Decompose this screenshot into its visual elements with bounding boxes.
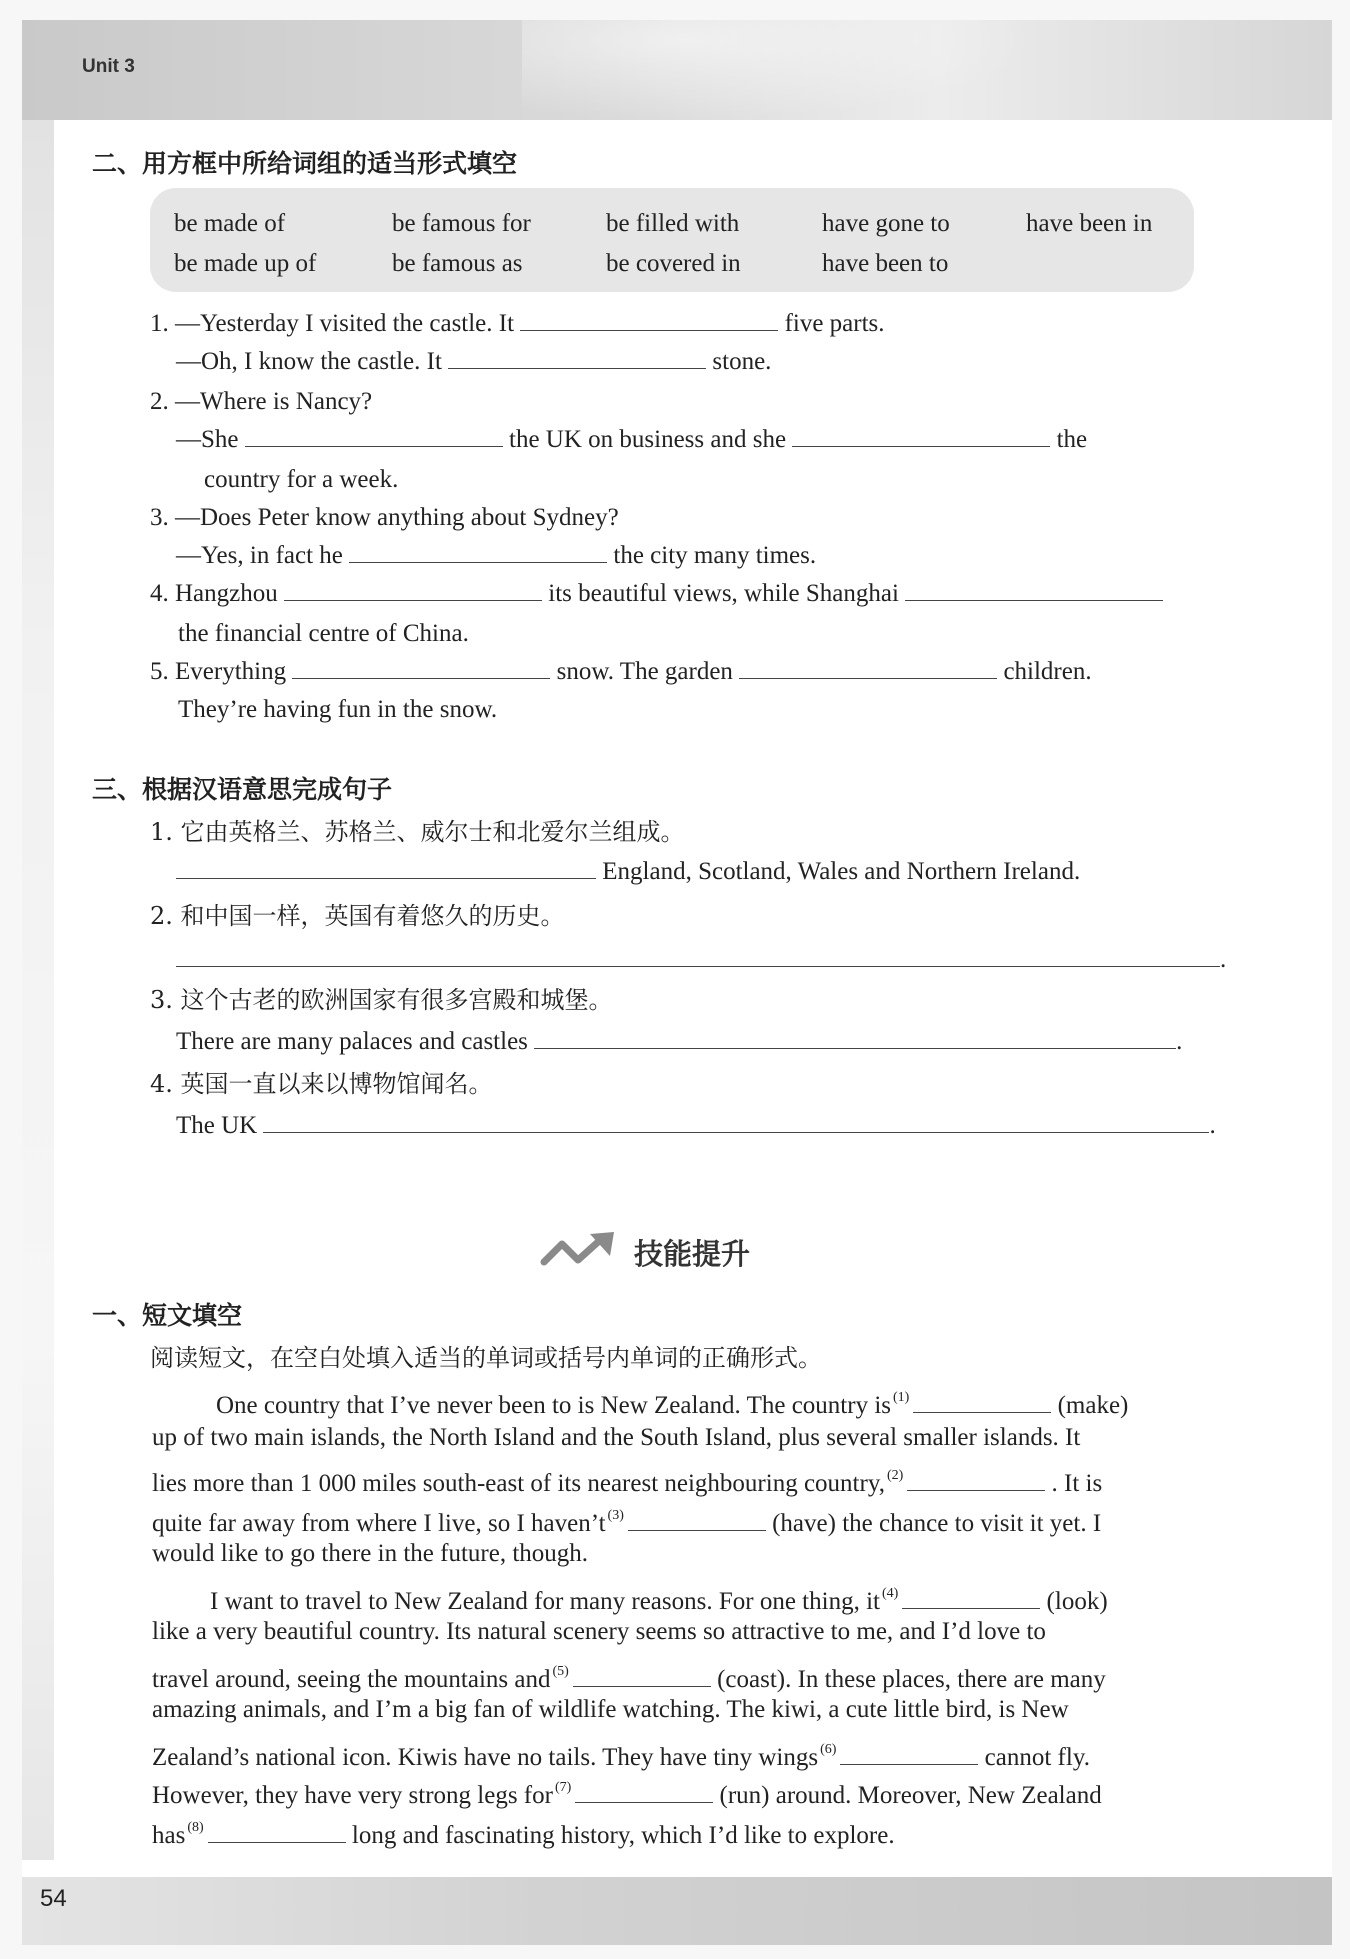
passage-text: (have) the chance to visit it yet. I (772, 1510, 1102, 1537)
footer-band (22, 1877, 1332, 1945)
passage-line (152, 1656, 1212, 1696)
passage-text: . It is (1051, 1470, 1103, 1497)
question-4-cont: the financial centre of China. (178, 620, 469, 647)
passage-line: would like to go there in the future, though. (152, 1540, 589, 1567)
translate-1-en: England, Scotland, Wales and Northern Ireland. (602, 858, 1081, 885)
q5-text: children. (1003, 658, 1092, 685)
instruction: 阅读短文，在空白处填入适当的单词或括号内单词的正确形式。 (150, 1344, 822, 1372)
question-4 (150, 578, 1163, 610)
header-band (22, 20, 1332, 120)
answer-blank[interactable] (907, 1468, 1045, 1491)
answer-blank[interactable] (792, 424, 1050, 447)
question-2-reply (176, 424, 1087, 456)
blank-number: (3) (607, 1508, 624, 1523)
translate-3-cn: 3. 这个古老的欧洲国家有很多宫殿和城堡。 (150, 986, 613, 1014)
answer-blank[interactable] (913, 1390, 1051, 1413)
answer-blank[interactable] (292, 656, 550, 679)
phrase: be famous for (392, 210, 531, 237)
passage-line (216, 1382, 1276, 1422)
q3-text: —Yes, in fact he (176, 542, 343, 569)
passage-text: (coast). In these places, there are many (717, 1666, 1106, 1693)
blank-number: (5) (552, 1664, 569, 1679)
section-1-title: 一、短文填空 (92, 1301, 243, 1330)
passage-line (152, 1812, 1212, 1852)
hint-word: (make) (1057, 1392, 1129, 1419)
q3-text: the city many times. (613, 542, 817, 569)
question-1 (150, 308, 885, 340)
translate-3-en: There are many palaces and castles (176, 1028, 528, 1055)
question-1-reply (176, 346, 771, 378)
passage-text: long and fascinating history, which I’d like to explore. (351, 1822, 895, 1849)
q2-text: —She (176, 426, 239, 453)
translate-2-cn: 2. 和中国一样，英国有着悠久的历史。 (150, 902, 565, 930)
passage-line: like a very beautiful country. Its natural scenery seems so attractive to me, and I’d love to (152, 1618, 1046, 1645)
passage-text: (run) around. Moreover, New Zealand (719, 1782, 1102, 1809)
blank-number: (6) (820, 1742, 837, 1757)
answer-blank[interactable] (573, 1664, 711, 1687)
period: . (1220, 946, 1227, 973)
answer-blank[interactable] (208, 1820, 346, 1843)
question-2-cont: country for a week. (204, 466, 399, 493)
question-3: 3. —Does Peter know anything about Sydney? (150, 504, 619, 531)
answer-blank[interactable] (284, 578, 542, 601)
blank-number: (1) (893, 1390, 910, 1405)
phrase: be made of (174, 210, 286, 237)
page-number: 54 (40, 1885, 67, 1912)
blank-number: (2) (886, 1468, 904, 1483)
blank-number: (7) (554, 1780, 572, 1795)
answer-blank[interactable] (263, 1110, 1209, 1133)
question-5 (150, 656, 1092, 688)
translate-4-cn: 4. 英国一直以来以博物馆闻名。 (150, 1070, 493, 1098)
page-edge-shadow (22, 120, 54, 1860)
translate-3 (176, 1026, 1182, 1058)
answer-blank[interactable] (448, 346, 706, 369)
passage-line (152, 1734, 1212, 1774)
passage-text: However, they have very strong legs for (152, 1782, 553, 1809)
answer-blank[interactable] (176, 944, 1220, 967)
passage-text: quite far away from where I live, so I haven’t (152, 1510, 606, 1537)
translate-2 (176, 944, 1226, 976)
q1-text: 1. —Yesterday I visited the castle. It (150, 310, 515, 337)
question-3-reply (176, 540, 816, 572)
passage-text: I want to travel to New Zealand for many reasons. For one thing, it (210, 1588, 880, 1615)
answer-blank[interactable] (739, 656, 997, 679)
hint-word: (look) (1046, 1588, 1108, 1615)
phrase: have gone to (822, 210, 950, 237)
passage-text: has (152, 1822, 186, 1849)
period: . (1176, 1028, 1183, 1055)
phrase: be filled with (606, 210, 740, 237)
phrase: have been to (822, 250, 949, 277)
blank-number: (4) (881, 1586, 899, 1601)
phrase: be made up of (174, 250, 317, 277)
section-2-title: 二、用方框中所给词组的适当形式填空 (92, 149, 518, 178)
q5-text: snow. The garden (556, 658, 733, 685)
answer-blank[interactable] (534, 1026, 1176, 1049)
translate-4-en: The UK (176, 1112, 258, 1139)
passage-line: up of two main islands, the North Island and the South Island, plus several smaller islands. It (152, 1424, 1081, 1451)
q4-text: 4. Hangzhou (150, 580, 278, 607)
passage-text: travel around, seeing the mountains and (152, 1666, 551, 1693)
answer-blank[interactable] (520, 308, 778, 331)
answer-blank[interactable] (902, 1586, 1040, 1609)
q1-text: —Oh, I know the castle. It (176, 348, 442, 375)
answer-blank[interactable] (628, 1508, 766, 1531)
period: . (1209, 1112, 1216, 1139)
passage-text: cannot fly. (984, 1744, 1090, 1771)
skills-title: 技能提升 (634, 1237, 751, 1271)
question-5-cont: They’re having fun in the snow. (178, 696, 498, 723)
translate-1-cn: 1. 它由英格兰、苏格兰、威尔士和北爱尔兰组成。 (150, 818, 685, 846)
q5-text: 5. Everything (150, 658, 287, 685)
passage-line (152, 1772, 1212, 1812)
phrase: have been in (1026, 210, 1153, 237)
answer-blank[interactable] (349, 540, 607, 563)
q1-text: five parts. (784, 310, 885, 337)
passage-line (210, 1578, 1270, 1618)
answer-blank[interactable] (905, 578, 1163, 601)
answer-blank[interactable] (575, 1780, 713, 1803)
answer-blank[interactable] (245, 424, 503, 447)
answer-blank[interactable] (840, 1742, 978, 1765)
phrase: be famous as (392, 250, 523, 277)
passage-line (152, 1500, 1212, 1540)
q2-text: the UK on business and she (509, 426, 787, 453)
answer-blank[interactable] (176, 856, 596, 879)
translate-4 (176, 1110, 1216, 1142)
q4-text: its beautiful views, while Shanghai (548, 580, 899, 607)
passage-line: amazing animals, and I’m a big fan of wildlife watching. The kiwi, a cute little bird, is New (152, 1696, 1069, 1723)
passage-line (152, 1460, 1212, 1500)
unit-label: Unit 3 (82, 56, 135, 77)
passage-text: lies more than 1 000 miles south-east of its nearest neighbouring country, (152, 1470, 885, 1497)
question-2: 2. —Where is Nancy? (150, 388, 373, 415)
passage-text: Zealand’s national icon. Kiwis have no tails. They have tiny wings (152, 1744, 819, 1771)
trend-up-arrow-icon (540, 1230, 620, 1275)
phrase: be covered in (606, 250, 741, 277)
q2-text: the (1056, 426, 1088, 453)
section-3-title: 三、根据汉语意思完成句子 (92, 775, 393, 804)
q1-text: stone. (712, 348, 772, 375)
passage-text: One country that I’ve never been to is New Zealand. The country is (216, 1392, 891, 1419)
blank-number: (8) (187, 1820, 204, 1835)
translate-1 (176, 856, 1080, 888)
skills-heading (540, 1230, 750, 1275)
